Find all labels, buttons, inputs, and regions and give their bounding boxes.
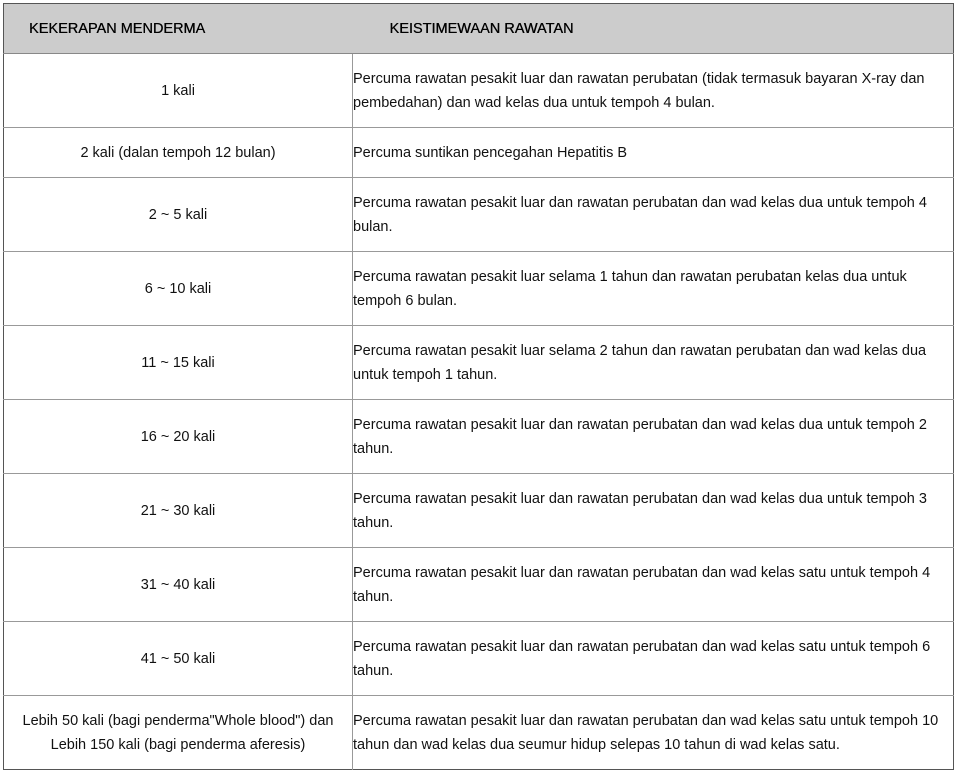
frequency-cell: 1 kali	[4, 54, 353, 128]
table-row	[4, 128, 954, 178]
frequency-cell: Lebih 50 kali (bagi penderma"Whole blood") dan Lebih 150 kali (bagi penderma aferesis)	[4, 696, 353, 770]
benefit-cell: Percuma rawatan pesakit luar selama 2 tahun dan rawatan perubatan dan wad kelas dua untuk tempoh 1 tahun.	[353, 326, 954, 400]
table-row	[4, 696, 954, 770]
header-row	[4, 4, 954, 54]
table-row	[4, 178, 954, 252]
header-benefits: KEISTIMEWAAN RAWATAN	[353, 4, 954, 54]
benefit-cell: Percuma rawatan pesakit luar dan rawatan perubatan dan wad kelas dua untuk tempoh 3 tahun.	[353, 474, 954, 548]
table-row	[4, 252, 954, 326]
benefit-cell: Percuma rawatan pesakit luar dan rawatan perubatan dan wad kelas satu untuk tempoh 6 tahun.	[353, 622, 954, 696]
table-row	[4, 326, 954, 400]
benefit-cell: Percuma rawatan pesakit luar dan rawatan perubatan dan wad kelas dua untuk tempoh 4 bulan.	[353, 178, 954, 252]
header-frequency: KEKERAPAN MENDERMA	[4, 4, 353, 54]
benefit-cell: Percuma rawatan pesakit luar dan rawatan perubatan dan wad kelas satu untuk tempoh 4 tahun.	[353, 548, 954, 622]
table-row	[4, 474, 954, 548]
frequency-cell: 16 ~ 20 kali	[4, 400, 353, 474]
benefit-cell: Percuma suntikan pencegahan Hepatitis B	[353, 128, 954, 178]
frequency-cell: 6 ~ 10 kali	[4, 252, 353, 326]
frequency-cell: 31 ~ 40 kali	[4, 548, 353, 622]
benefit-cell: Percuma rawatan pesakit luar dan rawatan perubatan (tidak termasuk bayaran X-ray dan pembedahan) dan wad kelas dua untuk tempoh 4 bulan.	[353, 54, 954, 128]
frequency-cell: 41 ~ 50 kali	[4, 622, 353, 696]
frequency-cell: 2 ~ 5 kali	[4, 178, 353, 252]
benefit-cell: Percuma rawatan pesakit luar selama 1 tahun dan rawatan perubatan kelas dua untuk tempoh 6 bulan.	[353, 252, 954, 326]
frequency-cell: 11 ~ 15 kali	[4, 326, 353, 400]
table-row	[4, 548, 954, 622]
benefit-cell: Percuma rawatan pesakit luar dan rawatan perubatan dan wad kelas dua untuk tempoh 2 tahun.	[353, 400, 954, 474]
table-row	[4, 622, 954, 696]
donation-benefits-table	[3, 3, 954, 770]
benefit-cell: Percuma rawatan pesakit luar dan rawatan perubatan dan wad kelas satu untuk tempoh 10 tahun dan wad kelas dua seumur hidup selepas 10 tahun di wad kelas satu.	[353, 696, 954, 770]
table-row	[4, 54, 954, 128]
frequency-cell: 2 kali (dalan tempoh 12 bulan)	[4, 128, 353, 178]
table-row	[4, 400, 954, 474]
frequency-cell: 21 ~ 30 kali	[4, 474, 353, 548]
